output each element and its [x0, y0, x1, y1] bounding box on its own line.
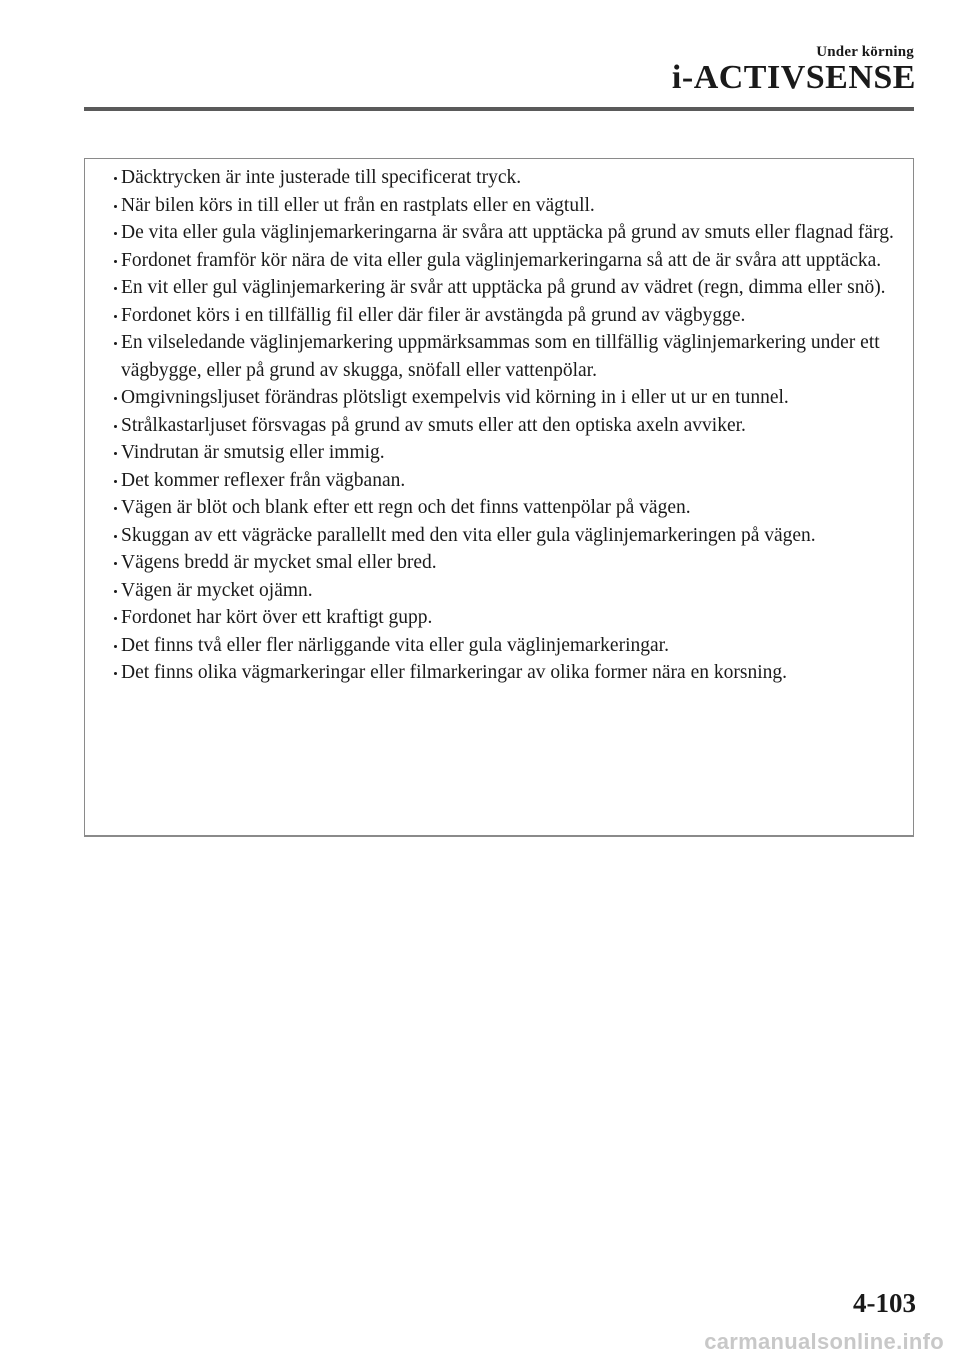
list-item-text: Vägen är blöt och blank efter ett regn och det finns vattenpölar på vägen. — [121, 497, 691, 518]
bullet-icon — [114, 617, 117, 620]
bullet-icon — [114, 452, 117, 455]
list-item — [99, 412, 905, 440]
bullet-icon — [114, 507, 117, 510]
list-item — [99, 632, 905, 660]
content-box — [84, 158, 914, 837]
bullet-icon — [114, 645, 117, 648]
bullet-icon — [114, 535, 117, 538]
header-rule — [84, 107, 914, 111]
list-item — [99, 549, 905, 577]
bullet-icon — [114, 260, 117, 263]
list-item-text: Vägens bredd är mycket smal eller bred. — [121, 552, 437, 573]
list-item — [99, 329, 905, 384]
list-item — [99, 219, 905, 247]
page-number: 4-103 — [853, 1288, 916, 1318]
bullet-icon — [114, 342, 117, 345]
list-item — [99, 302, 905, 330]
list-item — [99, 467, 905, 495]
list-item-text: En vit eller gul väglinjemarkering är svår att upptäcka på grund av vädret (regn, dimma eller snö). — [121, 277, 886, 298]
bullet-icon — [114, 397, 117, 400]
list-item — [99, 192, 905, 220]
list-item — [99, 604, 905, 632]
bullet-icon — [114, 425, 117, 428]
list-item — [99, 439, 905, 467]
list-item-text: Det finns olika vägmarkeringar eller filmarkeringar av olika former nära en korsning. — [121, 662, 787, 683]
bullet-icon — [114, 590, 117, 593]
list-item — [99, 384, 905, 412]
list-item-text: Omgivningsljuset förändras plötsligt exempelvis vid körning in i eller ut ur en tunnel. — [121, 387, 789, 408]
list-item — [99, 522, 905, 550]
list-item — [99, 659, 905, 687]
list-item-text: Fordonet har kört över ett kraftigt gupp. — [121, 607, 433, 628]
list-item-text: En vilseledande väglinjemarkering uppmärksammas som en tillfällig väglinjemarkering under ett vägbygge, eller på grund av skugga, snöfall eller vattenpölar. — [121, 332, 880, 381]
list-item — [99, 494, 905, 522]
section-label: Under körning — [816, 44, 914, 60]
chapter-title: i-ACTIVSENSE — [671, 59, 916, 96]
list-item-text: Fordonet körs i en tillfällig fil eller där filer är avstängda på grund av vägbygge. — [121, 304, 746, 326]
list-item — [99, 577, 905, 605]
list-item-text: Däcktrycken är inte justerade till specificerat tryck. — [121, 167, 522, 188]
bullet-icon — [114, 562, 117, 565]
condition-list — [85, 159, 913, 687]
list-item-text: Det finns två eller fler närliggande vita eller gula väglinjemarkeringar. — [121, 634, 669, 656]
list-item-text: Vägen är mycket ojämn. — [121, 579, 313, 601]
watermark: carmanualsonline.info — [704, 1329, 944, 1354]
list-item — [99, 247, 905, 275]
list-item-text: Fordonet framför kör nära de vita eller gula väglinjemarkeringarna så att de är svåra att upptäcka. — [121, 249, 882, 271]
list-item — [99, 274, 905, 302]
list-item-text: De vita eller gula väglinjemarkeringarna är svåra att upptäcka på grund av smuts eller flagnad färg. — [121, 222, 894, 243]
bullet-icon — [114, 232, 117, 235]
bullet-icon — [114, 287, 117, 290]
list-item — [99, 164, 905, 192]
bullet-icon — [114, 177, 117, 180]
list-item-text: När bilen körs in till eller ut från en rastplats eller en vägtull. — [121, 194, 595, 216]
bullet-icon — [114, 672, 117, 675]
list-item-text: Vindrutan är smutsig eller immig. — [121, 442, 385, 463]
list-item-text: Det kommer reflexer från vägbanan. — [121, 469, 406, 491]
bullet-icon — [114, 315, 117, 318]
bullet-icon — [114, 205, 117, 208]
bullet-icon — [114, 480, 117, 483]
list-item-text: Strålkastarljuset försvagas på grund av smuts eller att den optiska axeln avviker. — [121, 414, 746, 436]
list-item-text: Skuggan av ett vägräcke parallellt med den vita eller gula väglinjemarkeringen på vägen. — [121, 524, 816, 546]
